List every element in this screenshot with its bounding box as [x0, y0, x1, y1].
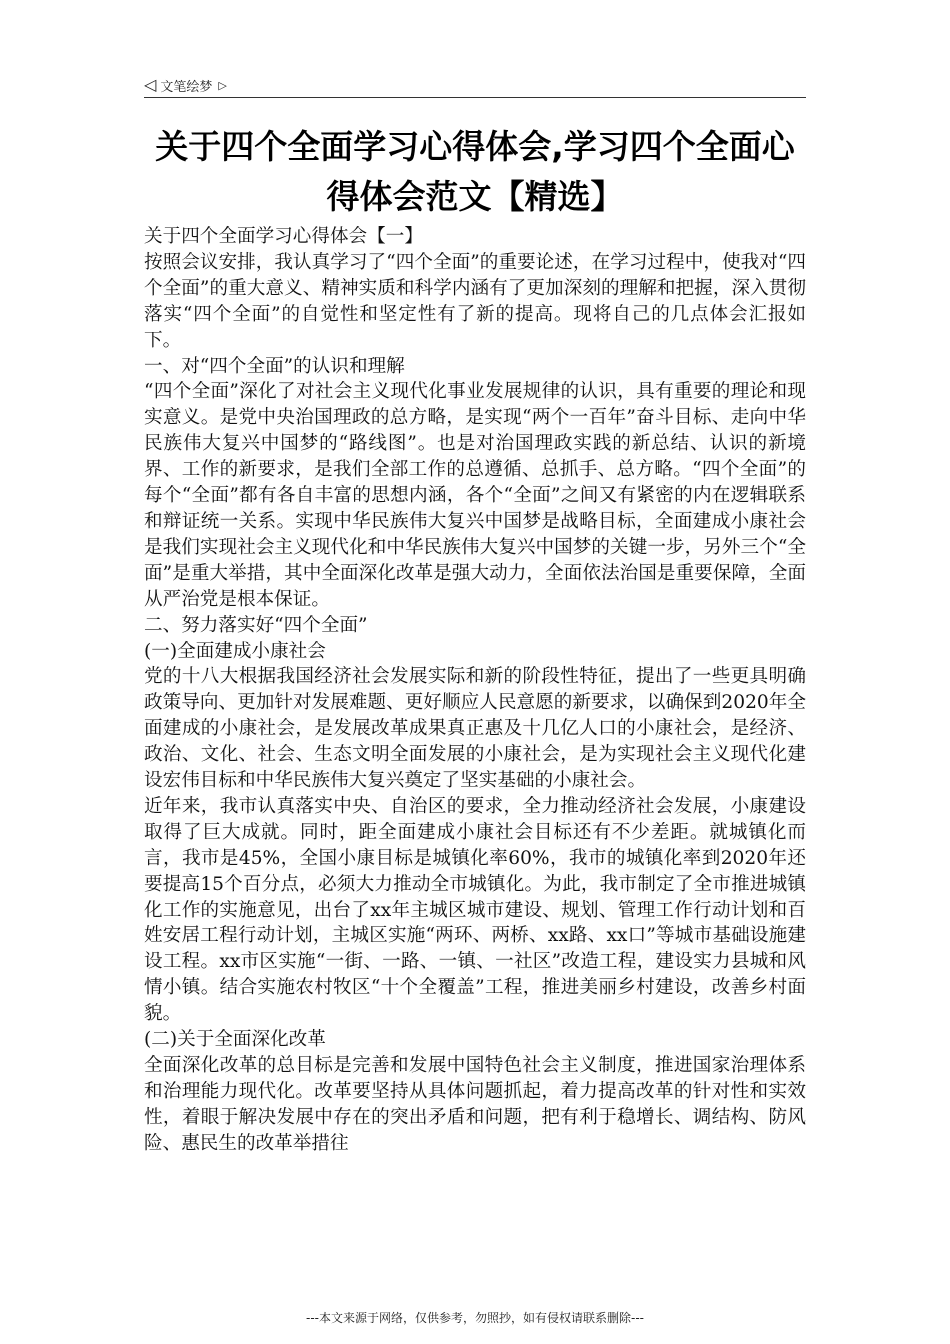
header-brand: 文笔绘梦 — [160, 79, 213, 95]
body-paragraph: 党的十八大根据我国经济社会发展实际和新的阶段性特征，提出了一些更具明确政策导向、更加针对发展难题、更好顺应人民意愿的新要求，以确保到2020年全面建成的小康社会，是发展改革成果真正惠及十几亿人口的小康社会，是经济、政治、文化、社会、生态文明全面发展的小康社会，是为实现社会主义现代化建设宏伟目标和中华民族伟大复兴奠定了坚实基础的小康社会。 — [144, 666, 806, 792]
page-footer-disclaimer: ---本文来源于网络，仅供参考，勿照抄，如有侵权请联系删除--- — [306, 1311, 644, 1325]
body-paragraph: 按照会议安排，我认真学习了“四个全面”的重要论述，在学习过程中，使我对“四个全面”的重大意义、精神实质和科学内涵有了更加深刻的理解和把握，深入贯彻落实“四个全面”的自觉性和坚定性有了新的提高。现将自己的几点体会汇报如下。 — [144, 251, 806, 351]
body-paragraph: 全面深化改革的总目标是完善和发展中国特色社会主义制度，推进国家治理体系和治理能力现代化。改革要坚持从具体问题抓起，着力提高改革的针对性和实效性，着眼于解决发展中存在的突出矛盾和问题，把有利于稳增长、调结构、防风险、惠民生的改革举措往 — [144, 1055, 806, 1154]
document-title: 关于四个全面学习心得体会,学习四个全面心得体会范文【精选】 — [155, 127, 795, 216]
document-body — [144, 224, 806, 1157]
triangle-left-icon: ◁ — [144, 75, 157, 94]
triangle-right-icon: ▷ — [218, 78, 227, 92]
section-heading: 二、努力落实好“四个全面” — [144, 614, 368, 636]
subsection-heading: (一)全面建成小康社会 — [144, 640, 326, 662]
subsection-heading: (二)关于全面深化改革 — [144, 1029, 326, 1051]
body-paragraph: 近年来，我市认真落实中央、自治区的要求，全力推动经济社会发展，小康建设取得了巨大成就。同时，距全面建成小康社会目标还有不少差距。就城镇化而言，我市是45%，全国小康目标是城镇化率60%，我市的城镇化率到2020年还要提高15个百分点，必须大力推动全市城镇化。为此，我市制定了全市推进城镇化工作的实施意见，出台了xx年主城区城市建设、规划、管理工作行动计划和百姓安居工程行动计划，主城区实施“两环、两桥、xx路、xx口”等城市基础设施建设工程。xx市区实施“一街、一路、一镇、一社区”改造工程，建设实力县城和风情小镇。结合实施农村牧区“十个全覆盖”工程，推进美丽乡村建设，改善乡村面貌。 — [144, 795, 806, 1025]
body-paragraph: “四个全面”深化了对社会主义现代化事业发展规律的认识，具有重要的理论和现实意义。是党中央治国理政的总方略，是实现“两个一百年”奋斗目标、走向中华民族伟大复兴中国梦的“路线图”。也是对治国理政实践的新总结、认识的新境界、工作的新要求，是我们全部工作的总遵循、总抓手、总方略。“四个全面”的每个“全面”都有各自丰富的思想内涵，各个“全面”之间又有紧密的内在逻辑联系和辩证统一关系。实现中华民族伟大复兴中国梦是战略目标，全面建成小康社会是我们实现社会主义现代化和中华民族伟大复兴中国梦的关键一步，另外三个“全面”是重大举措，其中全面深化改革是强大动力，全面依法治国是重要保障，全面从严治党是根本保证。 — [144, 381, 806, 610]
page-header — [144, 74, 806, 96]
section-heading: 一、对“四个全面”的认识和理解 — [144, 355, 405, 377]
header-divider — [144, 97, 806, 98]
section-heading: 关于四个全面学习心得体会【一】 — [144, 226, 423, 247]
